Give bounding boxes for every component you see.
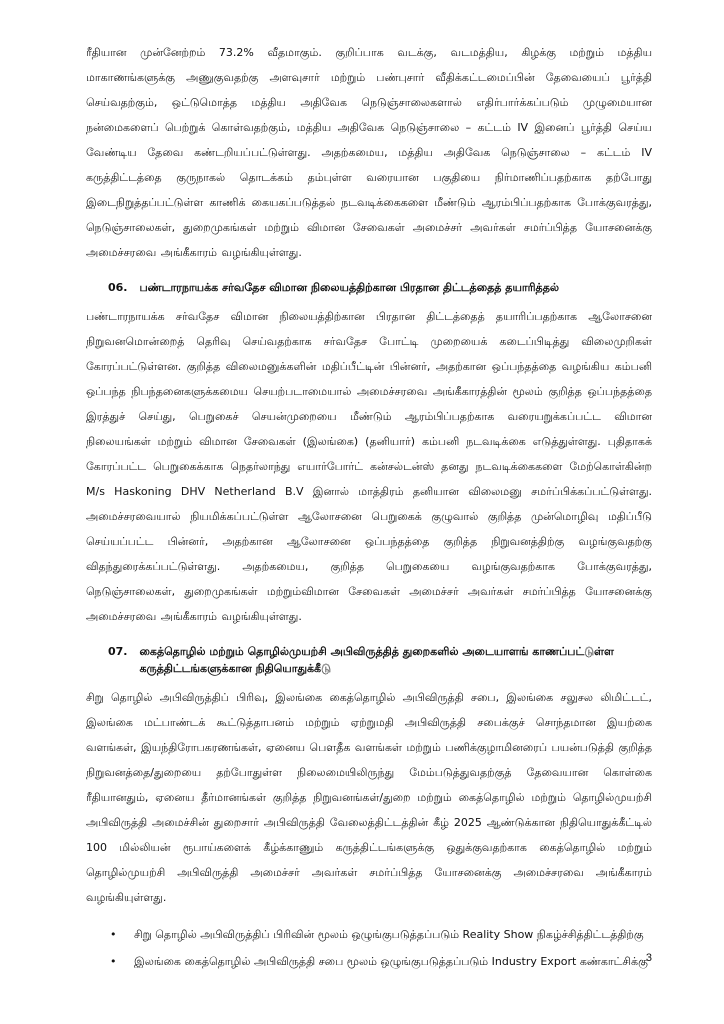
page-number: 3 (645, 952, 652, 964)
section-heading-06 (108, 279, 652, 296)
bullet-icon: • (110, 955, 117, 968)
section-paragraph-07: சிறு தொழில் அபிவிருத்திப் பிரிவு, இலங்கை கைத்தொழில் அபிவிருத்தி சபை, இலங்கை சலுசல லிமிட்டட், இலங்கை மட்பாண்டக் கூட்டுத்தாபனம் மற்றும் ஏற்றுமதி அபிவிருத்தி சபைக்குச் சொந்தமான இயற்கை வளங்கள், இயந்திரோபகரணங்கள், ஏனைய பௌதீக வளங்கள் மற்றும் பணிக்குழாமினரைப் பயன்படுத்தி குறித்த நிறுவனத்தை/துறையை தற்போதுள்ள நிலைமையிலிருந்து மேம்படுத்துவதற்குத் தேவையான கொள்கை ரீதியானதும், ஏனைய தீர்மானங்கள் குறித்த நிறுவனங்கள்/துறை மற்றும் கைத்தொழில் மற்றும் தொழில்முயற்சி அபிவிருத்தி அமைச்சின் துறைசார் அபிவிருத்தி வேலைத்திட்டத்தின் கீழ் 2025 ஆண்டுக்கான நிதியொதுக்கீட்டில் 100 மில்லியன் ரூபாய்களைக் கீழ்க்காணும் கருத்திட்டங்களுக்கு ஒதுக்குவதற்காக கைத்தொழில் மற்றும் தொழில்முயற்சி அபிவிருத்தி அமைச்சர் அவர்கள் சமர்ப்பித்த யோசனைக்கு அமைச்சரவை அங்கீகாரம் வழங்கியுள்ளது. (86, 691, 652, 904)
intro-paragraph: ரீதியான முன்னேற்றம் 73.2% வீதமாகும். குறிப்பாக வடக்கு, வடமத்திய, கிழக்கு மற்றும் மத்திய மாகாணங்களுக்கு அணுகுவதற்கு அளவுசார் மற்றும் பண்புசார் வீதிக்கட்டமைப்பின் தேவையைப் பூர்த்தி செய்வதற்கும், ஒட்டுமொத்த மத்திய அதிவேக நெடுஞ்சாலைகளால் எதிர்பார்க்கப்படும் முழுமையான நன்மைகளைப் பெற்றுக் கொள்வதற்கும், மத்திய அதிவேக நெடுஞ்சாலை – கட்டம் IV இனைப் பூர்த்தி செய்ய வேண்டிய தேவை கண்டறியப்பட்டுள்ளது. அதற்கமைய, மத்திய அதிவேக நெடுஞ்சாலை – கட்டம் IV கருத்திட்டத்தை குருநாகல் தொடக்கம் தம்புள்ள வரையான பகுதியை நிர்மாணிப்பதற்காக தற்போது இடைநிறுத்தப்பட்டுள்ள காணிக் கையகப்படுத்தல் நடவடிக்கைகளை மீண்டும் ஆரம்பிப்பதற்காக போக்குவரத்து, நெடுஞ்சாலைகள், துறைமுகங்கள் மற்றும் விமான சேவைகள் அமைச்சர் அவர்கள் சமர்ப்பித்த யோசனைக்கு அமைச்சரவை அங்கீகாரம் வழங்கியுள்ளது. (86, 46, 652, 259)
list-item-text: இலங்கை கைத்தொழில் அபிவிருத்தி சபை மூலம் ஒழுங்குபடுத்தப்படும் Industry Export கண்காட்சிக்கு (134, 955, 648, 968)
section-number: 06. (108, 281, 128, 294)
bullet-list (86, 922, 652, 974)
list-item (110, 922, 652, 947)
section-number: 07. (108, 645, 128, 658)
list-item-text: சிறு தொழில் அபிவிருத்திப் பிரிவின் மூலம் ஒழுங்குபடுத்தப்படும் Reality Show நிகழ்ச்சித்திட்டத்திற்கு (134, 928, 644, 941)
section-heading-07 (108, 643, 652, 677)
section-title: கைத்தொழில் மற்றும் தொழில்முயற்சி அபிவிருத்தித் துறைகளில் அடையாளங் காணப்பட்டுள்ள கருத்திட்டங்களுக்கான நிதியொதுக்கீடு (139, 645, 614, 675)
bullet-icon: • (110, 928, 117, 941)
section-paragraph-06: பண்டாரநாயக்க சர்வதேச விமான நிலையத்திற்கான பிரதான திட்டத்தைத் தயாரிப்பதற்காக ஆலோசனை நிறுவனமொன்றைத் தெரிவு செய்வதற்காக சர்வதேச போட்டி முறையைக் கடைப்பிடித்து விலைமுறிகள் கோரப்பட்டுள்ளன. குறித்த விலைமனுக்களின் மதிப்பீட்டின் பின்னர், அதற்கான ஒப்பந்தத்தை வழங்கிய கம்பனி ஒப்பந்த நிபந்தனைகளுக்கமைய செயற்படாமையால் அமைச்சரவை அங்கீகாரத்தின் மூலம் குறித்த ஒப்பந்தத்தை இரத்துச் செய்து, பெறுகைச் செயன்முறையை மீண்டும் ஆரம்பிப்பதற்காக வரையறுக்கப்பட்ட விமான நிலையங்கள் மற்றும் விமான சேவைகள் (இலங்கை) (தனியார்) கம்பனி நடவடிக்கை எடுத்துள்ளது. புதிதாகக் கோரப்பட்ட பெறுகைக்காக நெதர்லாந்து எயார்போர்ட் கன்சல்டன்ஸ் தனது நடவடிக்கைகளை மேற்கொள்கின்ற M/s Haskoning DHV Netherland B.V இனால் மாத்திரம் தனியான விலைமனு சமர்ப்பிக்கப்பட்டுள்ளது. அமைச்சரவையால் நியமிக்கப்பட்டுள்ள ஆலோசனை பெறுகைக் குழுவால் குறித்த முன்மொழிவு மதிப்பீடு செய்யப்பட்ட பின்னர், அதற்கான ஆலோசனை ஒப்பந்தத்தை குறித்த நிறுவனத்திற்கு வழங்குவதற்கு விதந்துரைக்கப்பட்டுள்ளது. அதற்கமைய, குறித்த பெறுகையை வழங்குவதற்காக போக்குவரத்து, நெடுஞ்சாலைகள், துறைமுகங்கள் மற்றும்விமான சேவைகள் அமைச்சர் அவர்கள் சமர்ப்பித்த யோசனைக்கு அமைச்சரவை அங்கீகாரம் வழங்கியுள்ளது. (86, 310, 652, 623)
section-title: பண்டாரநாயக்க சர்வதேச விமான நிலையத்திற்கான பிரதான திட்டத்தைத் தயாரித்தல் (139, 281, 560, 294)
list-item (110, 949, 652, 974)
